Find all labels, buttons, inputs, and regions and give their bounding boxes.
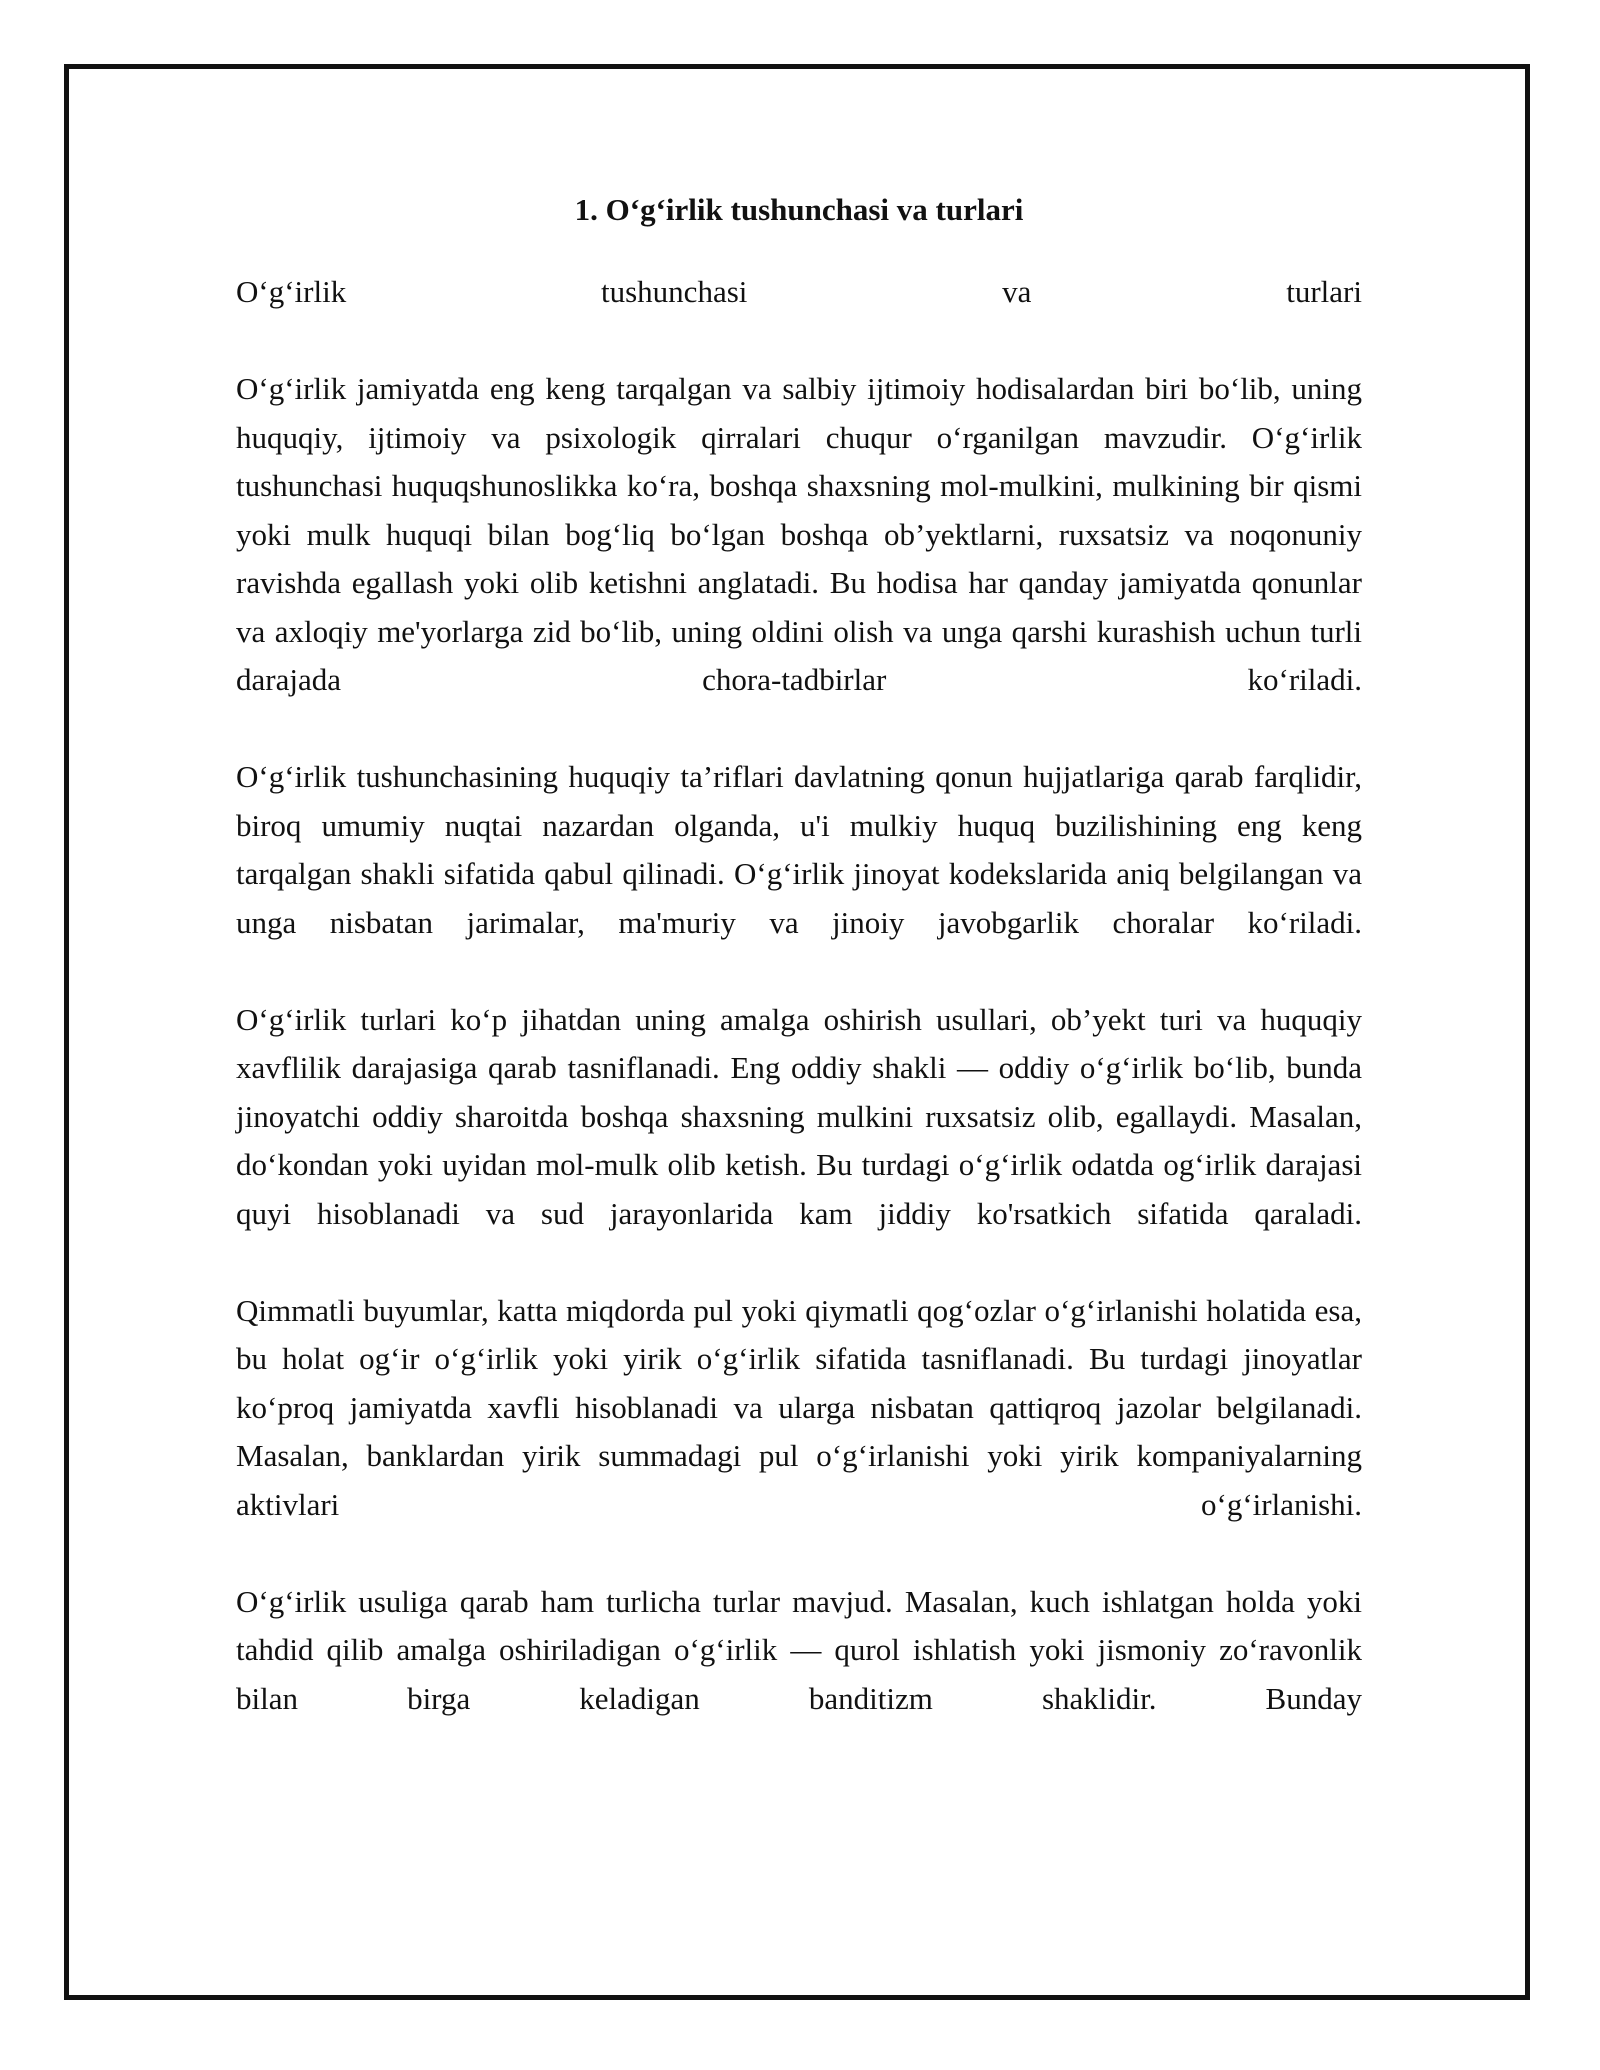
- paragraph: O‘g‘irlik jamiyatda eng keng tarqalgan va salbiy ijtimoiy hodisalardan biri bo‘lib, uning huquqiy, ijtimoiy va psixologik qirralari chuqur o‘rganilgan mavzudir. O‘g‘irlik tushunchasi huquqshunoslikka ko‘ra, boshqa shaxsning mol-mulkini, mulkining bir qismi yoki mulk huquqi bilan bog‘liq bo‘lgan boshqa ob’yektlarni, ruxsatsiz va noqonuniy ravishda egallash yoki olib ketishni anglatadi. Bu hodisa har qanday jamiyatda qonunlar va axloqiy me'yorlarga zid bo‘lib, uning oldini olish va unga qarshi kurashish uchun turli darajada chora-tadbirlar ko‘riladi.: [236, 371, 1362, 697]
- paragraph: O‘g‘irlik usuliga qarab ham turlicha turlar mavjud. Masalan, kuch ishlatgan holda yoki tahdid qilib amalga oshiriladigan o‘g‘irlik — qurol ishlatish yoki jismoniy zo‘ravonlik bilan birga keladigan banditizm shaklidir. Bunday: [236, 1583, 1362, 1716]
- paragraph: O‘g‘irlik tushunchasining huquqiy ta’riflari davlatning qonun hujjatlariga qarab farqlidir, biroq umumiy nuqtai nazardan olganda, u'i mulkiy huquq buzilishining eng keng tarqalgan shakli sifatida qabul qilinadi. O‘g‘irlik jinoyat kodekslarida aniq belgilangan va unga nisbatan jarimalar, ma'muriy va jinoiy javobgarlik choralar ko‘riladi.: [236, 759, 1362, 940]
- paragraph: Qimmatli buyumlar, katta miqdorda pul yoki qiymatli qog‘ozlar o‘g‘irlanishi holatida esa, bu holat og‘ir o‘g‘irlik yoki yirik o‘g‘irlik sifatida tasniflanadi. Bu turdagi jinoyatlar ko‘proq jamiyatda xavfli hisoblanadi va ularga nisbatan qattiqroq jazolar belgilanadi. Masalan, banklardan yirik summadagi pul o‘g‘irlanishi yoki yirik kompaniyalarning aktivlari o‘g‘irlanishi.: [236, 1292, 1362, 1522]
- document-body: [236, 268, 1362, 1723]
- document-title: 1. O‘g‘irlik tushunchasi va turlari: [574, 192, 1024, 227]
- paragraph: O‘g‘irlik turlari ko‘p jihatdan uning amalga oshirish usullari, ob’yekt turi va huquqiy xavflilik darajasiga qarab tasniflanadi. Eng oddiy shakli — oddiy o‘g‘irlik bo‘lib, bunda jinoyatchi oddiy sharoitda boshqa shaxsning mulkini ruxsatsiz olib, egallaydi. Masalan, do‘kondan yoki uyidan mol-mulk olib ketish. Bu turdagi o‘g‘irlik odatda og‘irlik darajasi quyi hisoblanadi va sud jarayonlarida kam jiddiy ko'rsatkich sifatida qaraladi.: [236, 1001, 1362, 1231]
- paragraph-subtitle: O‘g‘irlik tushunchasi va turlari: [236, 274, 1362, 309]
